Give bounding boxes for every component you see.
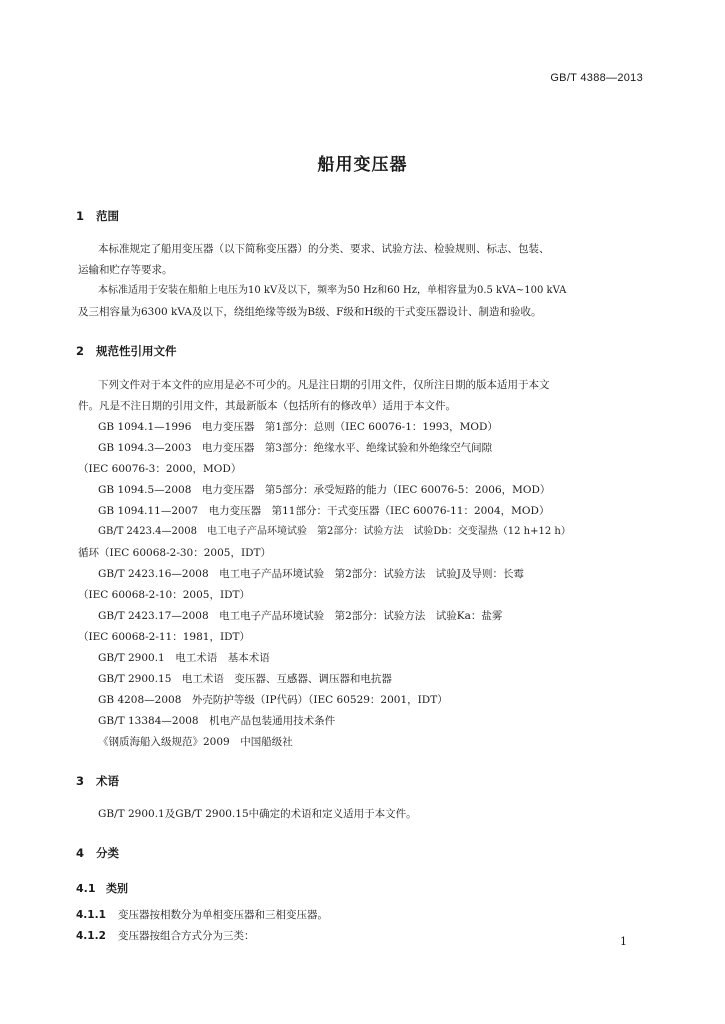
reference-entry: GB 1094.1—1996 电力变压器 第1部分：总则（IEC 60076-1：1993，MOD）	[98, 421, 498, 433]
reference-entry: GB 4208—2008 外壳防护等级（IP代码）（IEC 60529：2001，IDT）	[98, 694, 448, 706]
clause-number: 4.1.2	[76, 930, 106, 942]
page-number: 1	[620, 935, 627, 948]
reference-entry: GB/T 2423.4—2008 电工电子产品环境试验 第2部分：试验方法 试验Db：交变湿热（12 h+12 h）	[98, 526, 571, 537]
standard-number: GB/T 4388—2013	[550, 72, 643, 84]
reference-entry: GB/T 2900.1 电工术语 基本术语	[98, 652, 270, 664]
clause-item	[76, 931, 255, 942]
section-number: 3	[76, 774, 85, 788]
paragraph-line: 下列文件对于本文件的应用是必不可少的。凡是注日期的引用文件，仅所注日期的版本适用于本文	[98, 379, 550, 391]
reference-entry-continued: （IEC 60068-2-10：2005，IDT）	[78, 589, 251, 601]
reference-entry: GB/T 13384—2008 机电产品包装通用技术条件	[98, 715, 336, 727]
subsection-number: 4.1	[76, 882, 96, 895]
section-number: 4	[76, 846, 85, 860]
reference-entry: GB/T 2900.15 电工术语 变压器、互感器、调压器和电抗器	[98, 673, 392, 685]
subsection-title: 类别	[106, 882, 128, 895]
clause-text: 变压器按相数分为单相变压器和三相变压器。	[118, 909, 328, 921]
clause-text: 变压器按组合方式分为三类：	[118, 930, 255, 942]
paragraph-line: 本标准规定了船用变压器（以下简称变压器）的分类、要求、试验方法、检验规则、标志、包装、	[98, 243, 550, 255]
subsection-4-1-heading	[76, 880, 128, 896]
section-number: 2	[76, 344, 85, 358]
reference-entry: GB/T 2423.17—2008 电工电子产品环境试验 第2部分：试验方法 试验Ka：盐雾	[98, 610, 503, 622]
clause-number: 4.1.1	[76, 909, 106, 921]
section-3-heading	[76, 773, 119, 789]
reference-entry: GB 1094.3—2003 电力变压器 第3部分：绝缘水平、绝缘试验和外绝缘空气间隙	[98, 442, 493, 454]
reference-entry-continued: （IEC 60076-3：2000，MOD）	[78, 463, 242, 475]
section-title: 规范性引用文件	[96, 344, 177, 358]
section-title: 术语	[96, 774, 119, 788]
paragraph-line: 本标准适用于安装在船舶上电压为10 kV及以下，频率为50 Hz和60 Hz，单相容量为0.5 kVA~100 kVA	[98, 285, 567, 296]
reference-entry: 《钢质海船入级规范》2009 中国船级社	[98, 736, 293, 748]
reference-entry: GB/T 2423.16—2008 电工电子产品环境试验 第2部分：试验方法 试验J及导则：长霉	[98, 568, 525, 580]
paragraph-line: GB/T 2900.1及GB/T 2900.15中确定的术语和定义适用于本文件。	[98, 808, 417, 820]
paragraph-line: 运输和贮存等要求。	[78, 264, 173, 276]
reference-entry: GB 1094.5—2008 电力变压器 第5部分：承受短路的能力（IEC 60076-5：2006，MOD）	[98, 484, 551, 496]
paragraph-line: 件。凡是不注日期的引用文件，其最新版本（包括所有的修改单）适用于本文件。	[78, 400, 456, 412]
section-1-heading	[76, 208, 119, 224]
section-4-heading	[76, 845, 119, 861]
paragraph-line: 及三相容量为6300 kVA及以下，绕组绝缘等级为B级、F级和H级的干式变压器设计、制造和验收。	[78, 306, 542, 318]
section-2-heading	[76, 343, 177, 359]
section-title: 范围	[96, 209, 119, 223]
document-title: 船用变压器	[317, 155, 408, 175]
section-title: 分类	[96, 846, 119, 860]
clause-item	[76, 910, 328, 921]
reference-entry-continued: （IEC 60068-2-11：1981，IDT）	[78, 631, 251, 643]
section-number: 1	[76, 209, 85, 223]
reference-entry: GB 1094.11—2007 电力变压器 第11部分：干式变压器（IEC 60076-11：2004，MOD）	[98, 505, 550, 517]
reference-entry-continued: 循环（IEC 60068-2-30：2005，IDT）	[78, 547, 272, 559]
